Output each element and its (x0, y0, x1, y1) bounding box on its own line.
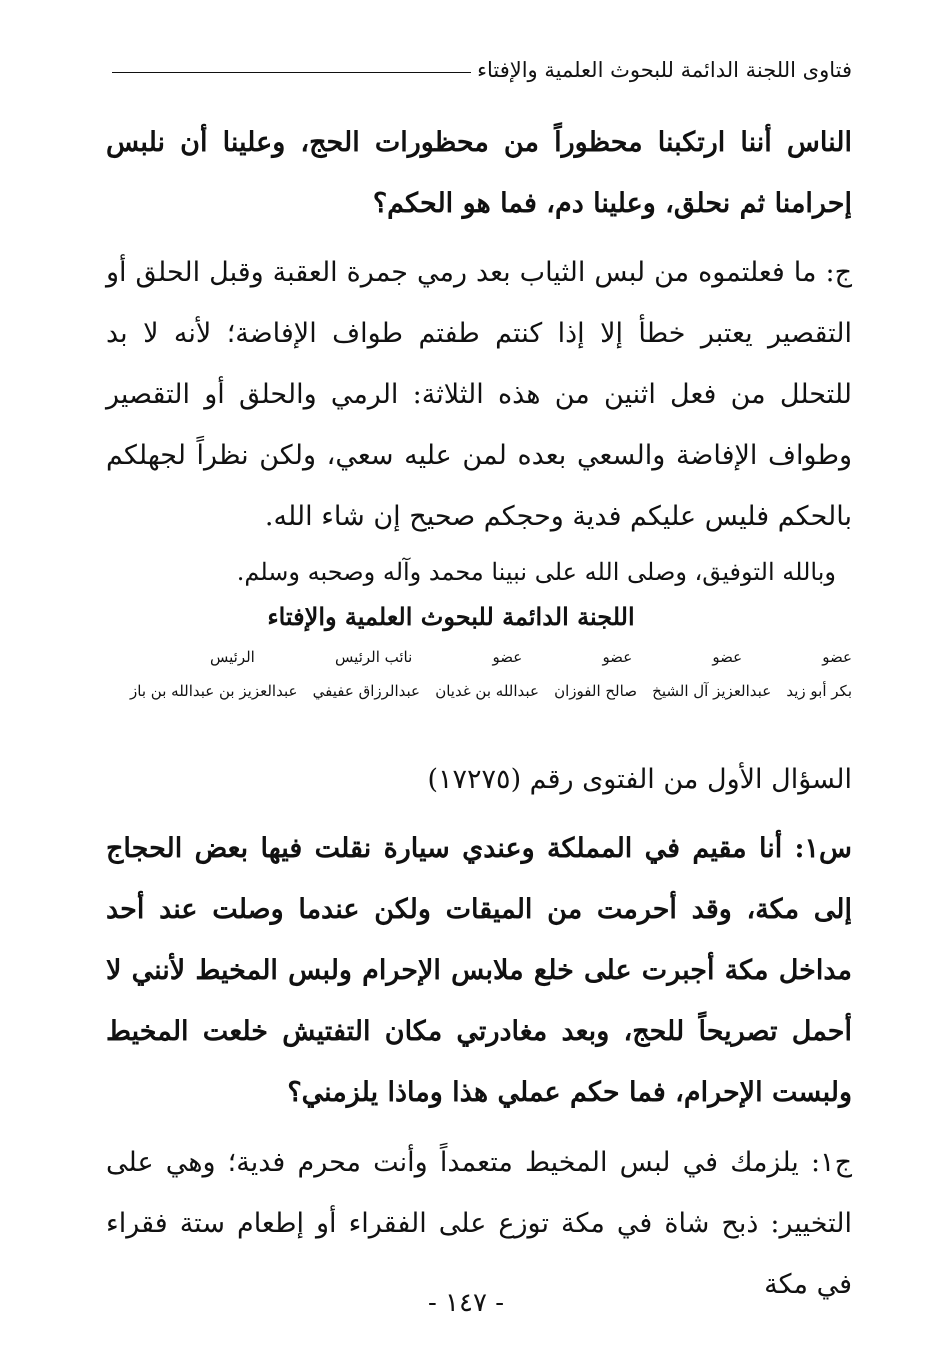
fatwa-question: س١: أنا مقيم في المملكة وعندي سيارة نقلت فيها بعض الحجاج إلى مكة، وقد أحرمت من الميقات ولكن عندما وصلت عند أحد مداخل مكة أجبرت على خلع ملابس الإحرام ولبس المخيط لأنني لا أحمل تصريحاً للحج، وبعد مغادرتي مكان التفتيش خلعت المخيط ولبست الإحرام، فما حكم عملي هذا وماذا يلزمني؟ (106, 833, 852, 1108)
page-number: - ١٤٧ - (427, 1288, 505, 1318)
signature-names (130, 682, 852, 700)
role-label: عضو (822, 648, 852, 666)
header-title: فتاوى اللجنة الدائمة للبحوث العلمية والإفتاء (477, 58, 852, 82)
member-name: عبدالرزاق عفيفي (312, 682, 420, 700)
answer-paragraph: ج: ما فعلتموه من لبس الثياب بعد رمي جمرة العقبة وقبل الحلق أو التقصير يعتبر خطأ إلا إذا كنتم طفتم طواف الإفاضة؛ لأنه لا بد للتحلل من فعل اثنين من هذه الثلاثة: الرمي والحلق أو التقصير وطواف الإفاضة والسعي بعده لمن عليه سعي، ولكن نظراً لجهلكم بالحكم فليس عليكم فدية وحجكم صحيح إن شاء الله. (106, 257, 852, 532)
role-label: عضو (712, 648, 743, 666)
role-label: عضو (602, 648, 633, 666)
committee-name: اللجنة الدائمة للبحوث العلمية والإفتاء (267, 602, 635, 631)
member-name: صالح الفوزان (554, 682, 637, 700)
role-label: نائب الرئيس (335, 648, 413, 666)
running-header (112, 58, 852, 82)
role-label: الرئيس (210, 648, 255, 666)
fatwa-title: السؤال الأول من الفتوى رقم (١٧٢٧٥) (427, 764, 852, 795)
member-name: عبدالله بن غديان (435, 682, 539, 700)
member-name: بكر أبو زيد (786, 682, 852, 700)
question-continuation: الناس أننا ارتكبنا محظوراً من محظورات الحج، وعلينا أن نلبس إحرامنا ثم نحلق، وعلينا دم، فما هو الحكم؟ (106, 127, 852, 219)
role-label: عضو (492, 648, 523, 666)
closing-line: وبالله التوفيق، وصلى الله على نبينا محمد وآله وصحبه وسلم. (236, 558, 836, 586)
header-rule (112, 72, 471, 73)
fatwa-answer: ج١: يلزمك في لبس المخيط متعمداً وأنت محرم فدية؛ وهي على التخيير: ذبح شاة في مكة توزع على الفقراء أو إطعام ستة فقراء في مكة (106, 1147, 852, 1300)
member-name: عبدالعزيز بن عبدالله بن باز (130, 682, 298, 700)
member-name: عبدالعزيز آل الشيخ (652, 682, 772, 700)
signature-roles (130, 648, 852, 666)
